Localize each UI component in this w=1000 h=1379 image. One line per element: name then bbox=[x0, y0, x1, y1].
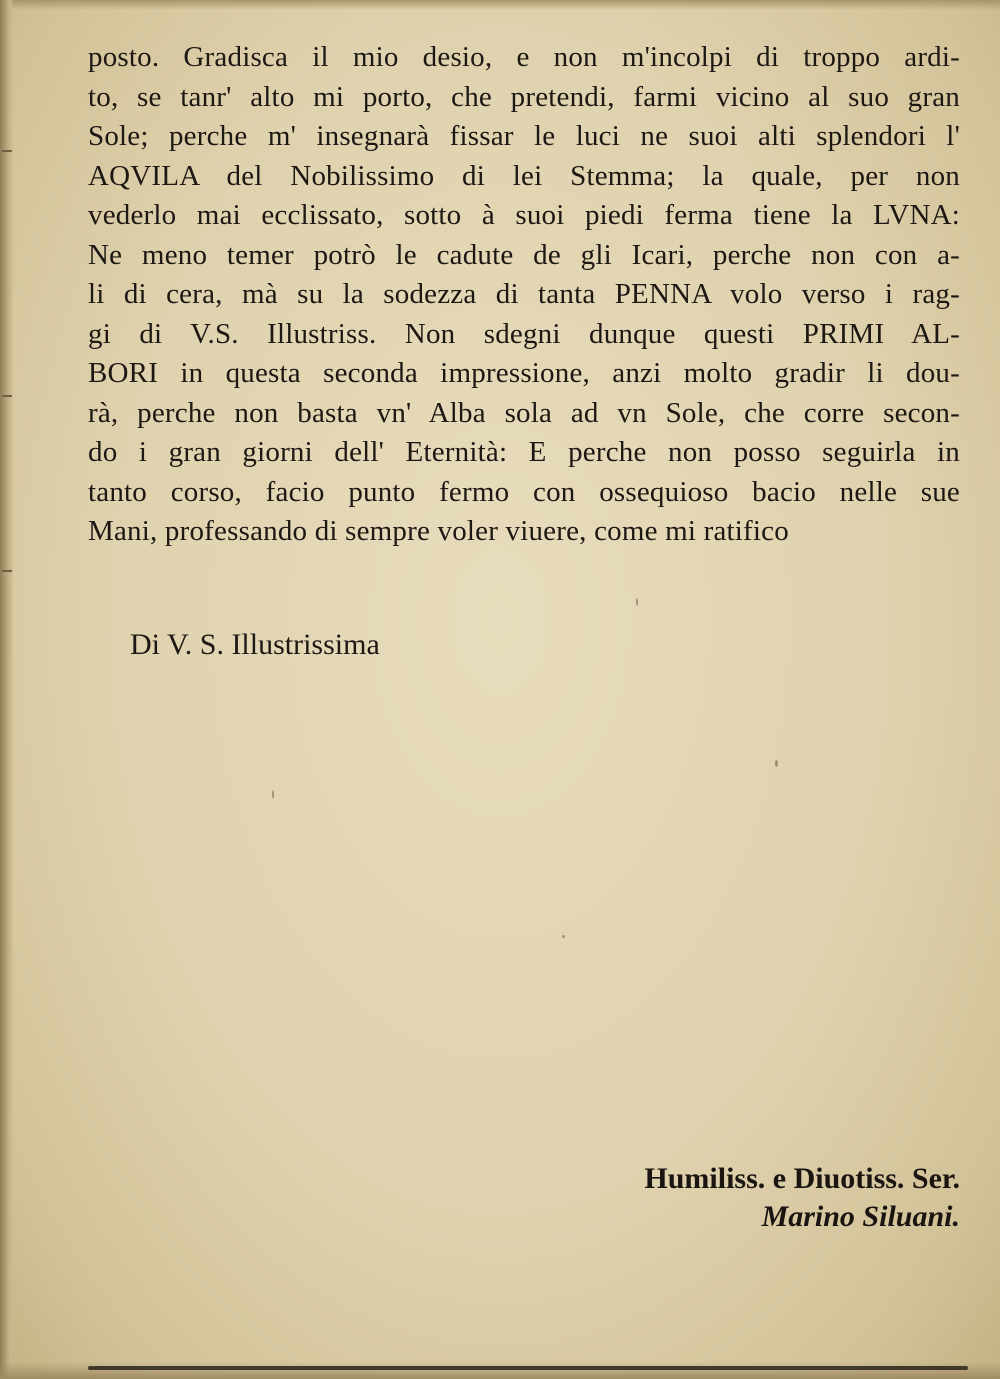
paper-speck bbox=[636, 598, 638, 606]
letter-body bbox=[88, 38, 960, 552]
page-gutter bbox=[0, 0, 14, 1379]
body-line: gi di V.S. Illustriss. Non sdegni dunque questi PRIMI AL- bbox=[88, 317, 960, 350]
body-line: to, se tanr' alto mi porto, che pretendi, farmi vicino al suo gran bbox=[88, 80, 960, 113]
body-line: do i gran giorni dell' Eternità: E perche non posso seguirla in bbox=[88, 436, 960, 468]
page-bottom-rule bbox=[88, 1366, 968, 1370]
body-line: Sole; perche m' insegnarà fissar le luci ne suoi alti splendori l' bbox=[88, 120, 960, 152]
body-line: Mani, professando di sempre voler viuere, come mi ratifico bbox=[88, 515, 789, 547]
body-line: tanto corso, facio punto fermo con ossequioso bacio nelle sue bbox=[88, 475, 960, 508]
page-bottom-edge bbox=[0, 1362, 1000, 1379]
gutter-mark bbox=[2, 150, 12, 152]
body-line: li di cera, mà su la sodezza di tanta PENNA volo verso i rag- bbox=[88, 278, 960, 310]
body-line: Ne meno temer potrò le cadute de gli Icari, perche non con a- bbox=[88, 238, 960, 271]
body-line: AQVILA del Nobilissimo di lei Stemma; la quale, per non bbox=[88, 159, 960, 192]
letter-closing: Di V. S. Illustrissima bbox=[130, 628, 380, 661]
paper-speck bbox=[272, 790, 274, 799]
gutter-mark bbox=[2, 570, 12, 572]
body-line: posto. Gradisca il mio desio, e non m'incolpi di troppo ardi- bbox=[88, 41, 960, 73]
paper-speck bbox=[775, 760, 778, 767]
paper-speck bbox=[562, 935, 565, 938]
body-line: vederlo mai ecclissato, sotto à suoi piedi ferma tiene la LVNA: bbox=[88, 199, 960, 231]
page-top-edge bbox=[0, 0, 1000, 10]
body-line: rà, perche non basta vn' Alba sola ad vn Sole, che corre secon- bbox=[88, 396, 960, 429]
signature-name: Marino Siluani. bbox=[761, 1200, 960, 1233]
body-line: BORI in questa seconda impressione, anzi molto gradir li dou- bbox=[88, 357, 960, 389]
signature-block bbox=[600, 1162, 960, 1234]
gutter-mark bbox=[2, 395, 12, 397]
signature-title: Humiliss. e Diuotiss. Ser. bbox=[644, 1162, 960, 1195]
